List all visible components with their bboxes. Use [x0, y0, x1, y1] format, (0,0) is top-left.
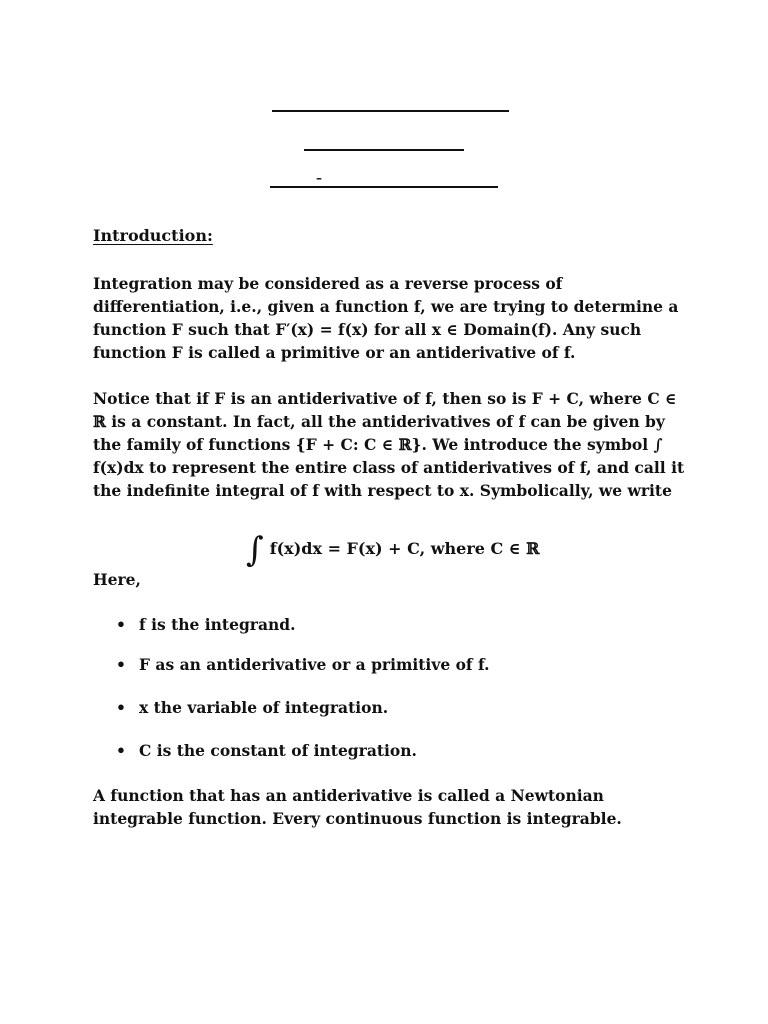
integral-formula — [246, 528, 540, 568]
list-item-text: x the variable of integration. — [139, 698, 389, 717]
list-item-text: C is the constant of integration. — [139, 741, 417, 760]
list-item — [112, 697, 490, 718]
list-item-text: f is the integrand. — [139, 615, 296, 634]
intro-paragraph-1: Integration may be considered as a reverse process of differentiation, i.e., given a function f, we are trying to determine a function F such that F′(x) = f(x) for all x ∈ Domain(f). Any such function F is called a primitive or an antiderivative of f. — [93, 274, 679, 362]
title-rule-2 — [304, 149, 464, 151]
closing-paragraph: A function that has an antiderivative is called a Newtonian integrable function. Every continuous function is integrable. — [93, 786, 622, 828]
bullet-icon: • — [116, 655, 126, 674]
formula-text: f(x)dx = F(x) + C, where C ∈ ℝ — [269, 538, 540, 558]
integral-sign: ∫ — [246, 530, 264, 570]
here-label: Here, — [93, 570, 141, 589]
list-item — [112, 654, 490, 675]
list-item — [112, 740, 490, 761]
title-rule-3 — [270, 186, 498, 188]
intro-paragraph-2: Notice that if F is an antiderivative of f, then so is F + C, where C ∈ ℝ is a constant. In fact, all the antiderivatives of f can be given by the family of functions {F + C: C ∈ ℝ}. We introduce the symbol ∫ f(x)dx to represent the entire class of antiderivatives of f, and call it the indefinite integral of f with respect to x. Symbolically, we write — [93, 389, 685, 500]
title-dash-mark: – — [316, 171, 322, 185]
bullet-icon: • — [116, 698, 126, 717]
list-item — [112, 614, 490, 635]
bullet-icon: • — [116, 741, 126, 760]
definition-list — [112, 614, 490, 761]
title-rule-1 — [272, 110, 509, 112]
section-heading: Introduction: — [93, 226, 213, 245]
list-item-text: F as an antiderivative or a primitive of f. — [139, 655, 490, 674]
bullet-icon: • — [116, 615, 126, 634]
